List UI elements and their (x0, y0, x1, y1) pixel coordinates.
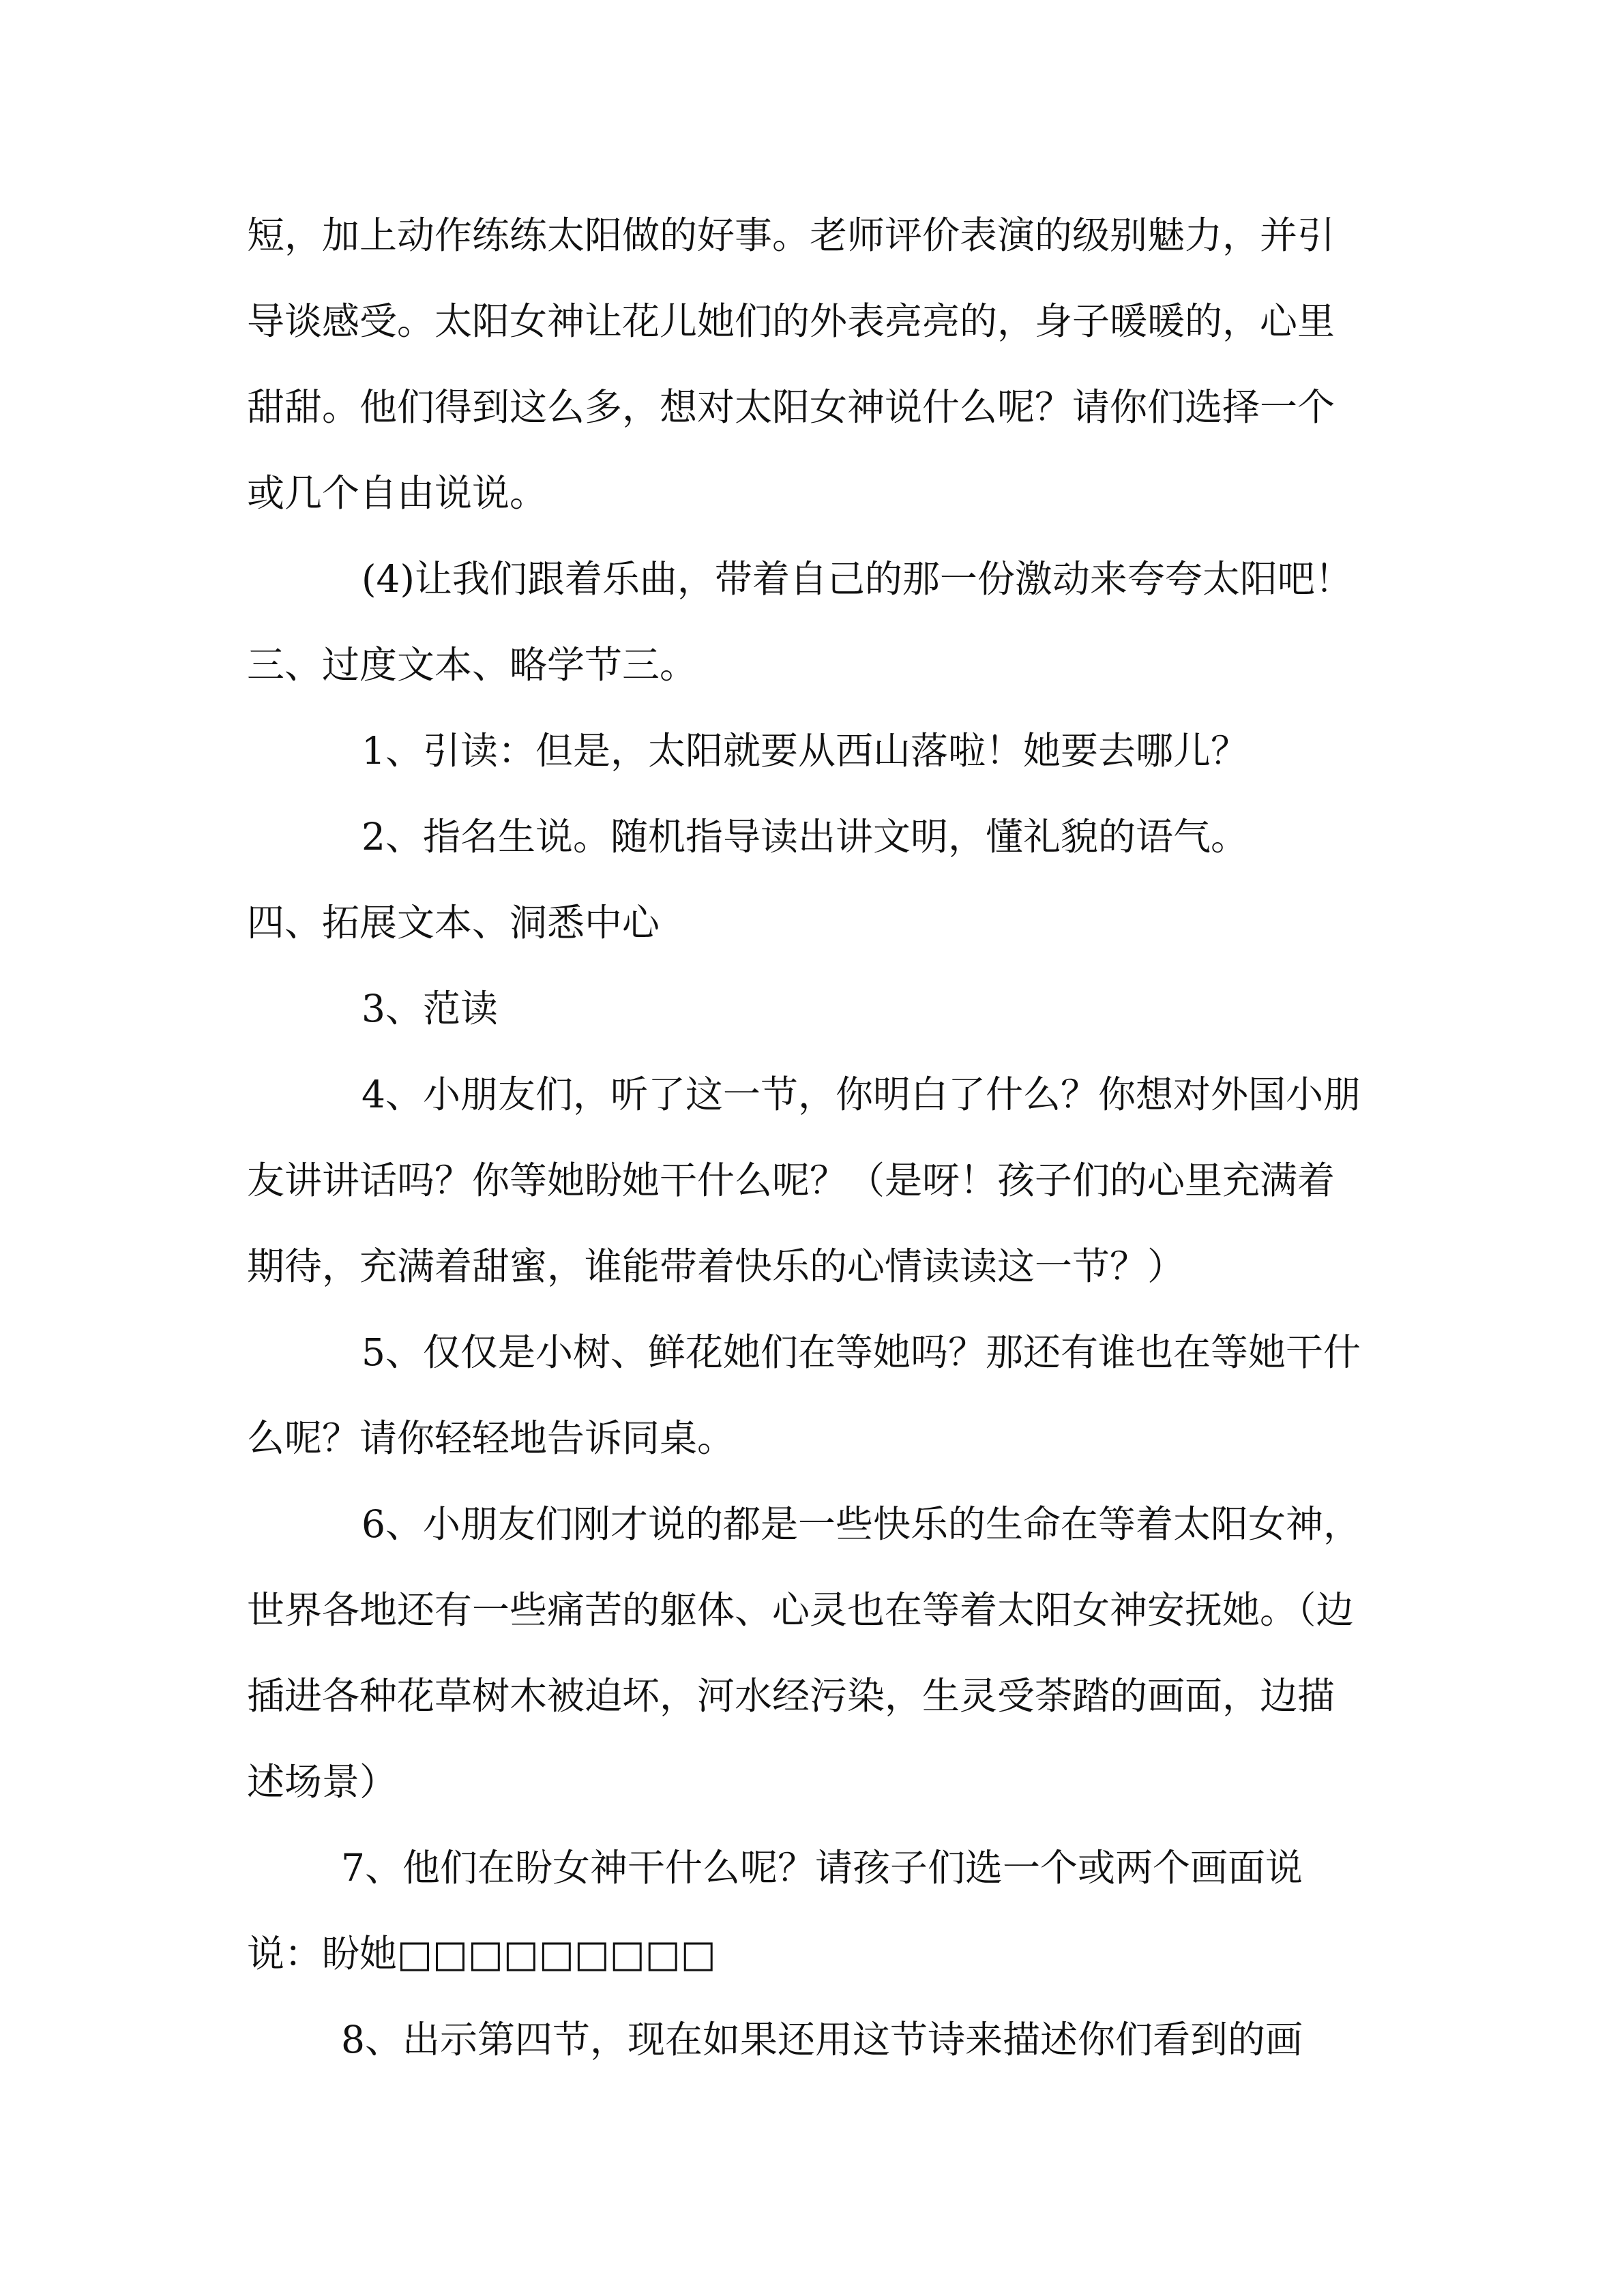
text-line: 插进各种花草树木被迫坏，河水经污染，生灵受荼踏的画面，边描 (247, 1674, 1335, 1718)
text-line: 甜甜。他们得到这么多，想对太阳女神说什么呢？请你们选择一个 (247, 385, 1335, 429)
text-line: 世界各地还有一些痛苦的躯体、心灵也在等着太阳女神安抚她。（边 (247, 1588, 1354, 1632)
text-line: 期待，充满着甜蜜，谁能带着快乐的心情读读这一节？） (247, 1244, 1185, 1288)
text-line: 友讲讲话吗？你等她盼她干什么呢？（是呀！孩子们的心里充满着 (247, 1159, 1335, 1202)
text-line: 4、小朋友们，听了这一节，你明白了什么？你想对外国小朋 (361, 1073, 1361, 1116)
text-line: 1、引读：但是，太阳就要从西山落啦！她要去哪儿？ (361, 729, 1248, 773)
section-heading: 四、拓展文本、洞悉中心 (247, 901, 660, 944)
text-line: 述场景） (247, 1760, 398, 1804)
text-line: 导谈感受。太阳女神让花儿她们的外表亮亮的，身子暖暖的，心里 (247, 299, 1335, 343)
text-line: 8、出示第四节，现在如果还用这节诗来描述你们看到的画 (341, 2018, 1303, 2061)
text-line: 7、他们在盼女神干什么呢？请孩子们选一个或两个画面说 (341, 1846, 1303, 1890)
text-line: 或几个自由说说。 (247, 471, 548, 515)
text-line: 5、仅仅是小树、鲜花她们在等她吗？那还有谁也在等她干什 (361, 1330, 1361, 1374)
text-line: 说：盼她□□□□□□□□□ (247, 1932, 716, 1976)
section-heading: 三、过度文本、略学节三。 (247, 643, 698, 687)
text-line: 2、指名生说。随机指导读出讲文明，懂礼貌的语气。 (361, 815, 1248, 859)
text-line: 短，加上动作练练太阳做的好事。老师评价表演的级别魅力，并引 (247, 213, 1335, 257)
text-line: 6、小朋友们刚才说的都是一些快乐的生命在等着太阳女神， (361, 1502, 1361, 1546)
text-line: 么呢？请你轻轻地告诉同桌。 (247, 1416, 735, 1460)
text-line: (4)让我们跟着乐曲，带着自己的那一份激动来夸夸太阳吧！ (361, 557, 1353, 601)
text-line: 3、范读 (361, 987, 498, 1030)
